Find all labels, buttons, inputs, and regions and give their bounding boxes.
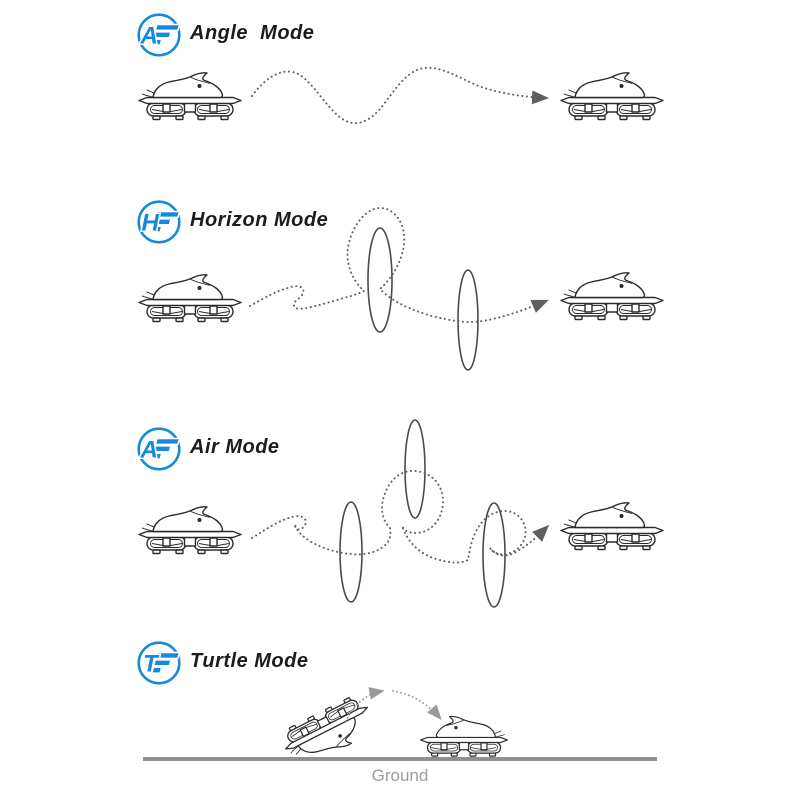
drone-end-angle — [561, 73, 663, 120]
ground-label: Ground — [371, 766, 429, 785]
turtle-mode-label: Turtle Mode — [190, 650, 309, 672]
turtle-icon-letter: T — [143, 650, 158, 678]
drone-end-horizon — [561, 273, 663, 320]
race-gate — [340, 502, 362, 602]
race-gate — [458, 270, 478, 370]
ground-line — [143, 757, 657, 761]
horizon-mode-label: Horizon Mode — [190, 209, 329, 231]
drone-end-air — [561, 503, 663, 550]
flight-path-angle — [252, 68, 546, 123]
drone-start-horizon — [139, 275, 241, 322]
horizon-mode-illustration — [139, 208, 663, 370]
air-mode-icon — [136, 426, 182, 472]
air-icon-letter: A — [140, 436, 158, 464]
angle-mode-icon — [136, 12, 182, 58]
flight-path-air — [252, 471, 547, 563]
drone-upright-turtle — [421, 716, 508, 756]
race-gate — [368, 228, 392, 332]
drone-start-air — [139, 507, 241, 554]
angle-icon-letter: A — [140, 22, 158, 50]
drone-start-angle — [139, 73, 241, 120]
turtle-mode-icon — [136, 640, 182, 686]
turtle-mode-illustration — [143, 691, 657, 771]
horizon-mode-icon — [136, 199, 182, 245]
air-mode-label: Air Mode — [190, 436, 280, 458]
horizon-icon-letter: H — [141, 209, 159, 237]
angle-mode-label: Angle Mode — [190, 22, 315, 44]
angle-mode-illustration — [139, 68, 663, 123]
race-gate — [405, 420, 425, 518]
flip-arc-down — [393, 691, 440, 718]
